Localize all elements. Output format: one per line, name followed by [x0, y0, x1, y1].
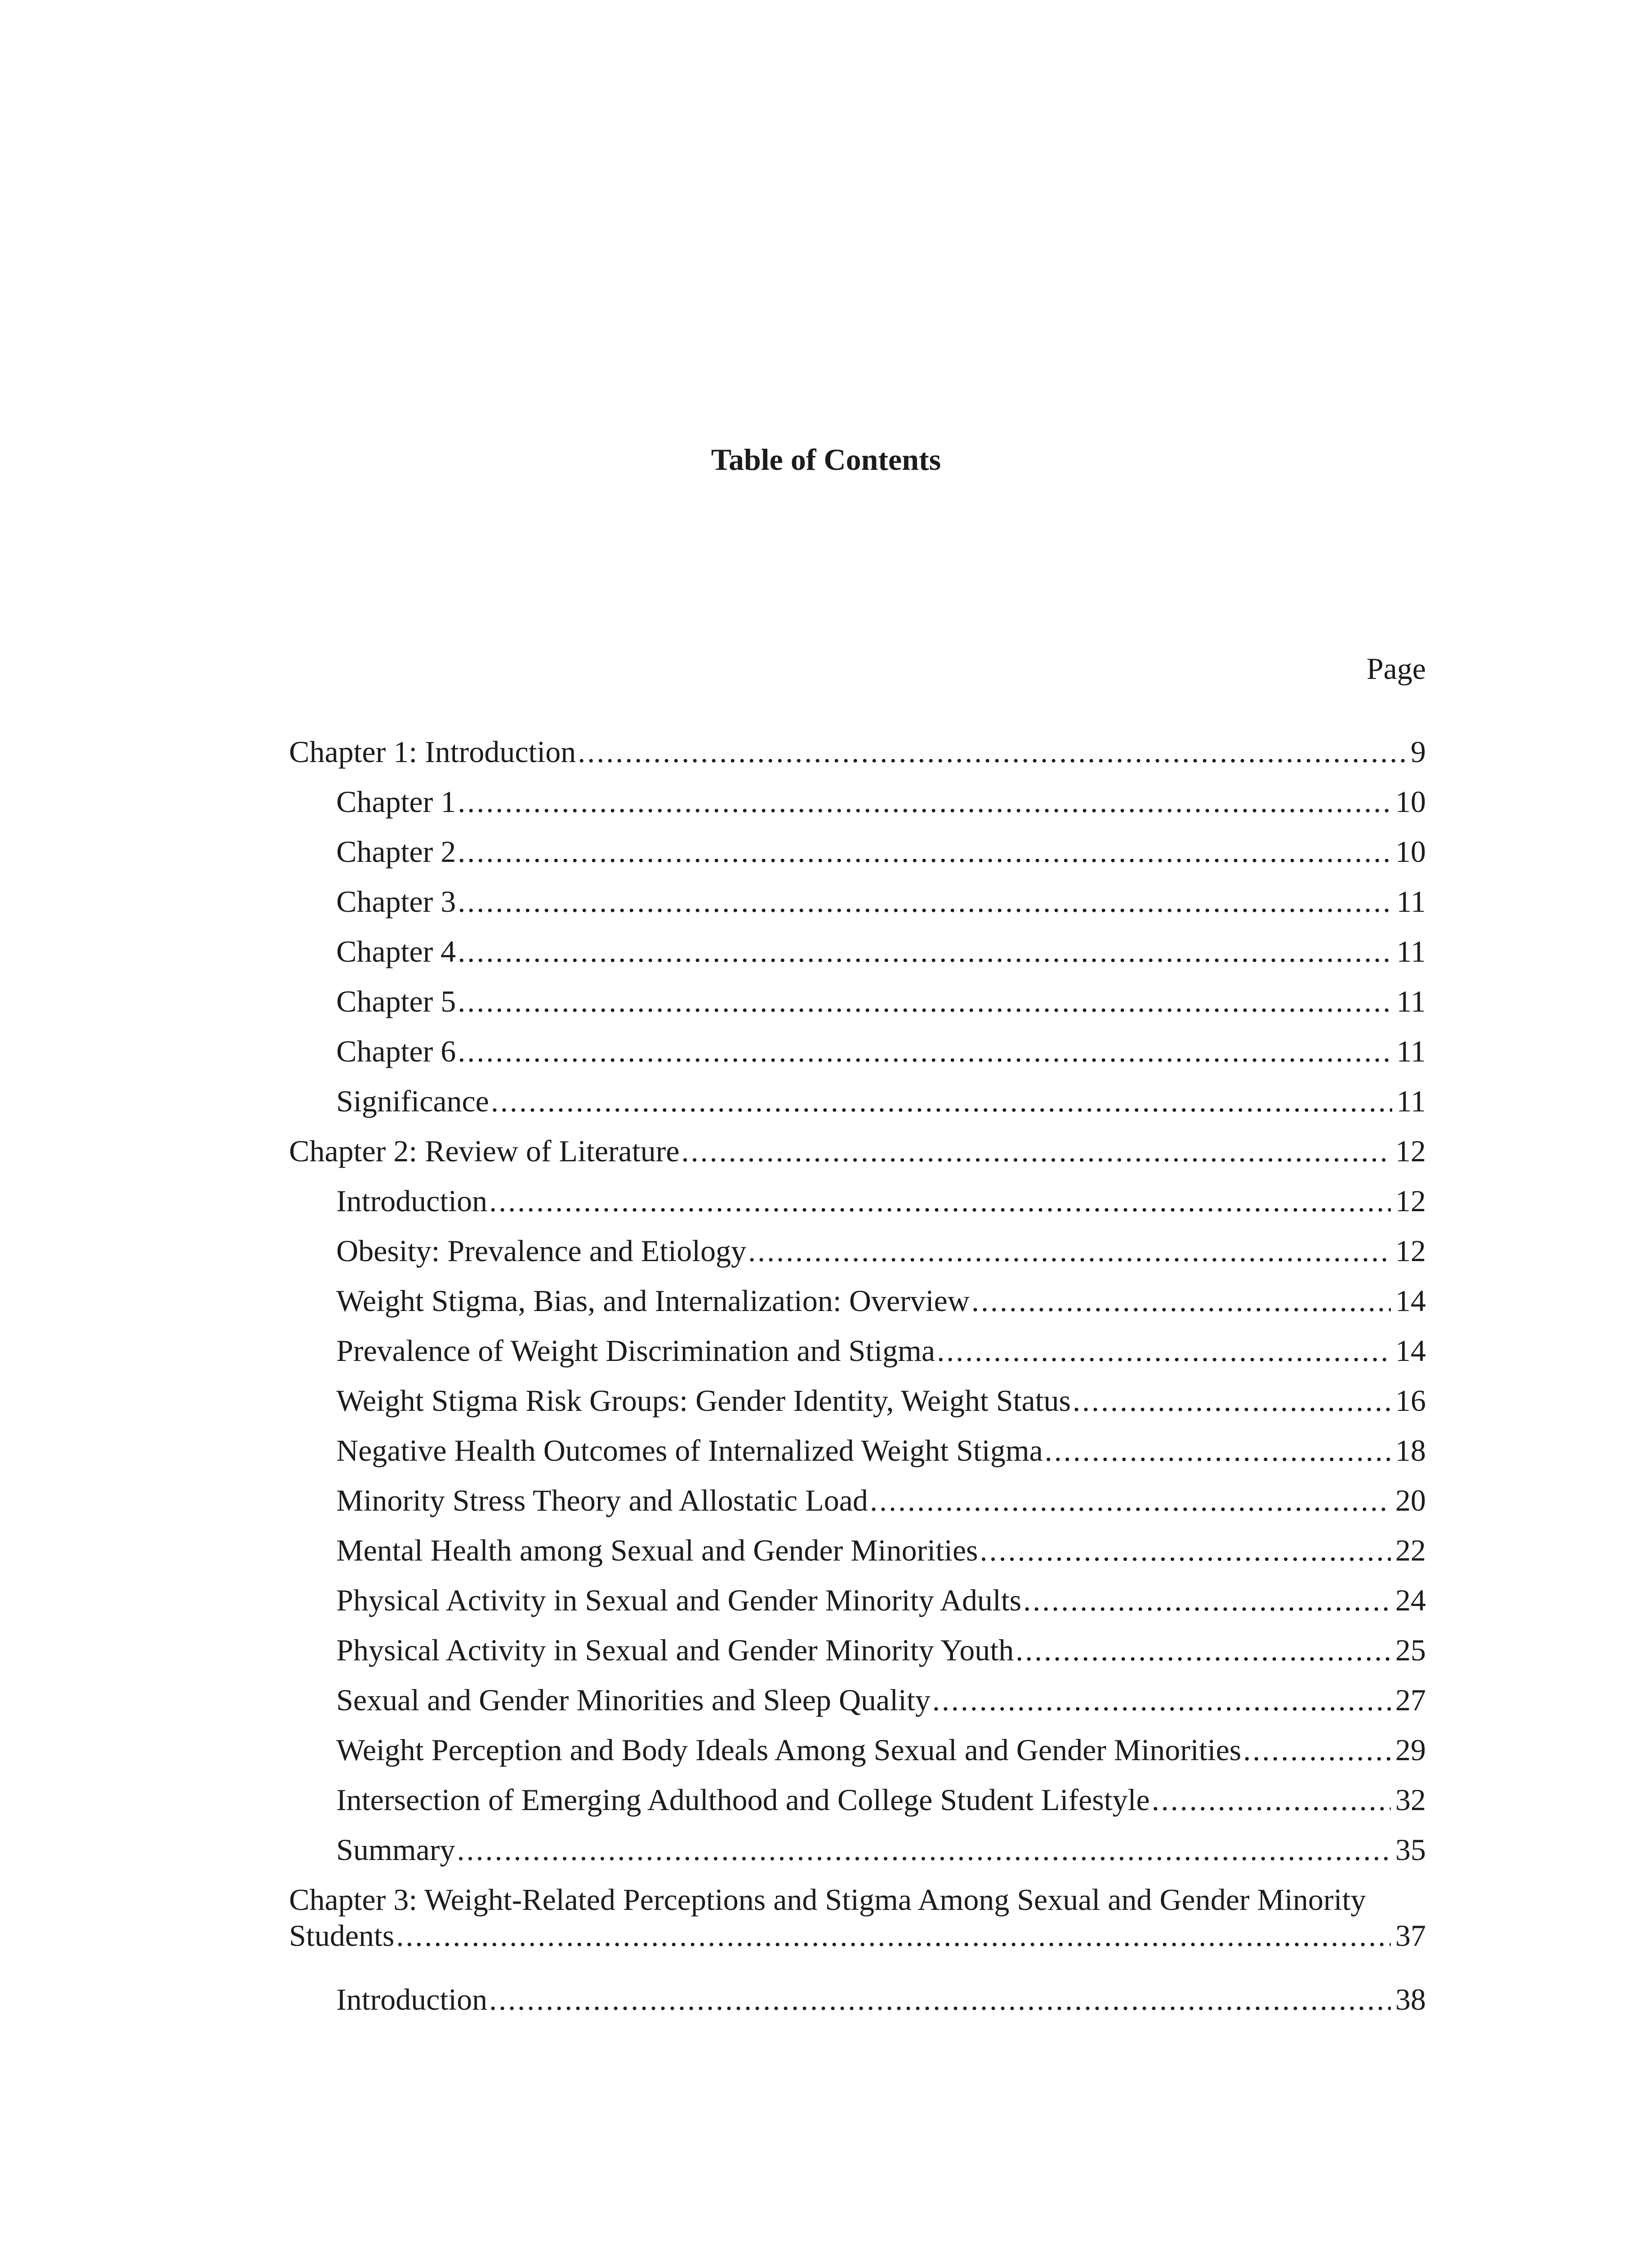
toc-entry: Obesity: Prevalence and Etiology ..... 12: [336, 1233, 1426, 1269]
toc-entry: Introduction ..... 12: [336, 1183, 1426, 1219]
toc-entry: Weight Stigma, Bias, and Internalization: Overview ..... 14: [336, 1283, 1426, 1319]
toc-entry: Chapter 3 ..... 11: [336, 883, 1426, 919]
toc-entry: Intersection of Emerging Adulthood and College Student Lifestyle ..... 32: [336, 1782, 1426, 1818]
toc-entry: Summary ..... 35: [336, 1832, 1426, 1868]
toc-entry: Chapter 5 ..... 11: [336, 983, 1426, 1019]
toc-entry: Chapter 1: Introduction ..... 9: [289, 734, 1426, 770]
toc-entry: Physical Activity in Sexual and Gender Minority Youth ..... 25: [336, 1632, 1426, 1668]
toc-entry: Weight Stigma Risk Groups: Gender Identity, Weight Status ..... 16: [336, 1383, 1426, 1418]
toc-entry: Chapter 4 ..... 11: [336, 933, 1426, 969]
toc-entry: Chapter 2: Review of Literature ..... 12: [289, 1133, 1426, 1169]
toc-entry: Significance ..... 11: [336, 1083, 1426, 1119]
toc-entry: Prevalence of Weight Discrimination and Stigma ..... 14: [336, 1333, 1426, 1369]
toc-entry: Sexual and Gender Minorities and Sleep Quality ..... 27: [336, 1682, 1426, 1718]
toc-entry: Introduction ..... 38: [336, 1981, 1426, 2017]
toc-entry: Physical Activity in Sexual and Gender Minority Adults ..... 24: [336, 1582, 1426, 1618]
page-title: Table of Contents: [711, 442, 941, 477]
toc-entry: Mental Health among Sexual and Gender Minorities ..... 22: [336, 1532, 1426, 1568]
toc-entry: Chapter 6 ..... 11: [336, 1033, 1426, 1069]
toc-entry: Minority Stress Theory and Allostatic Load ..... 20: [336, 1482, 1426, 1518]
toc-entry: Chapter 1 ..... 10: [336, 784, 1426, 820]
toc-entry: Chapter 2 ..... 10: [336, 834, 1426, 870]
toc-entry: Weight Perception and Body Ideals Among Sexual and Gender Minorities ..... 29: [336, 1732, 1426, 1768]
page-column-header: Page: [1366, 651, 1426, 686]
toc-entry: Negative Health Outcomes of Internalized Weight Stigma ..... 18: [336, 1432, 1426, 1468]
toc-entry-chapter-3: Chapter 3: Weight-Related Perceptions and Stigma Among Sexual and Gender Minority Students ..... 37: [289, 1882, 1426, 1954]
